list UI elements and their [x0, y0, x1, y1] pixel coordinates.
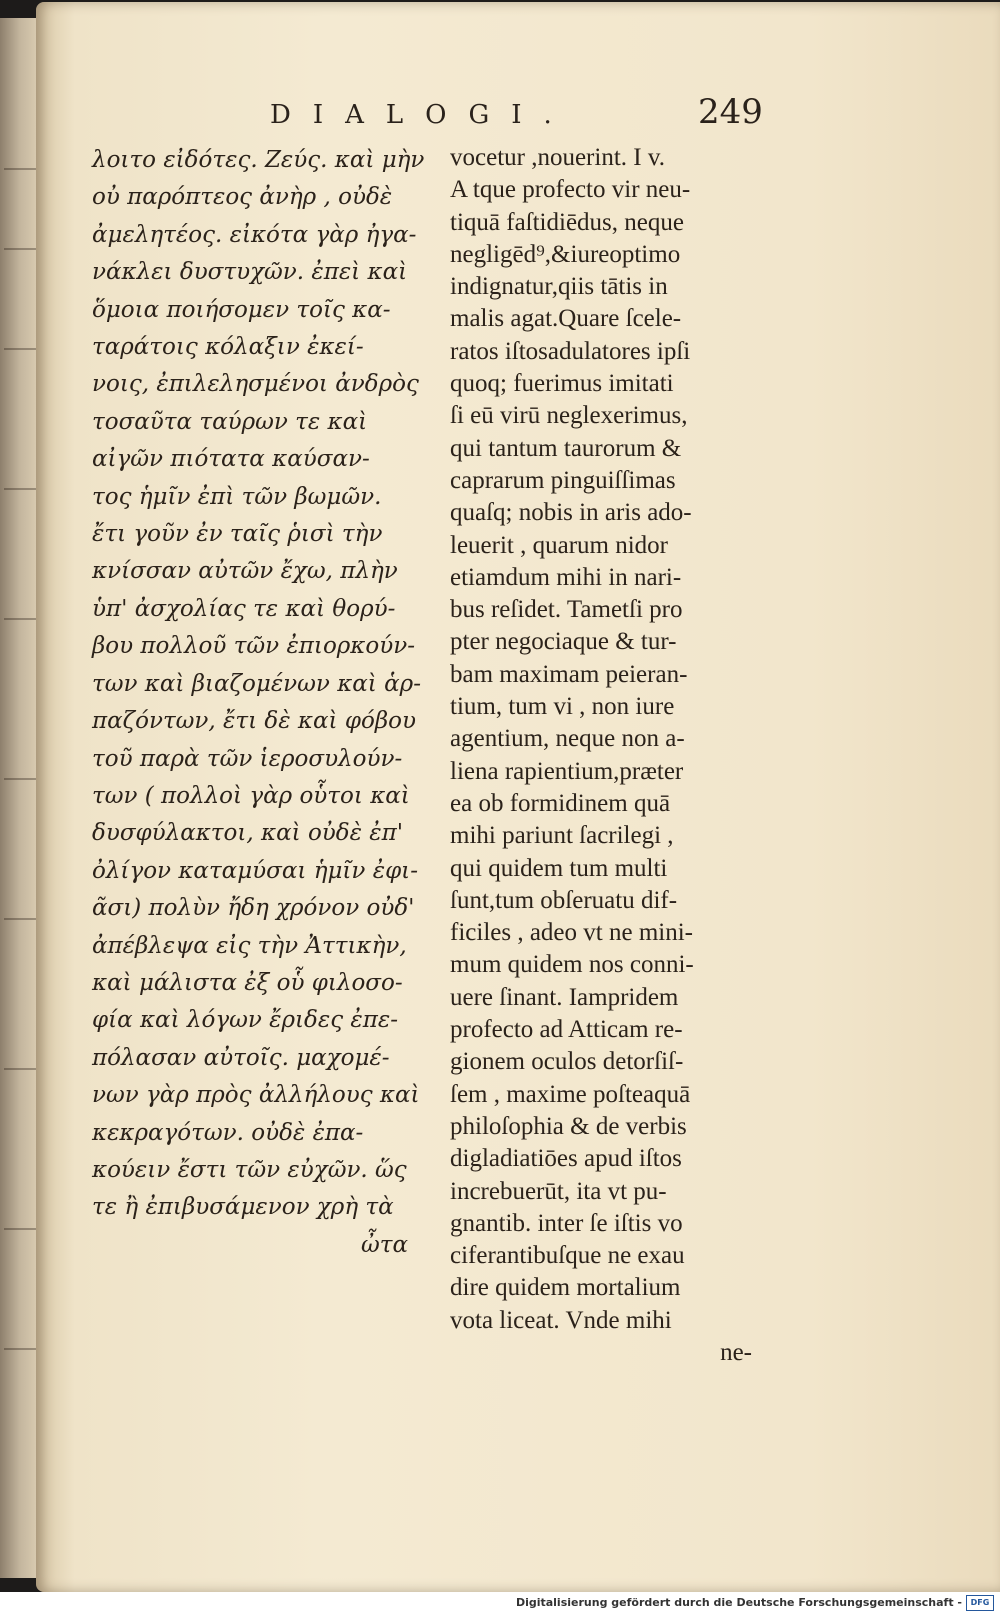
latin-text-line: liena rapientium,præter — [450, 757, 684, 785]
greek-catchword: ὦτα — [360, 1231, 408, 1258]
latin-text-line: pter negociaque & tur- — [450, 628, 677, 656]
latin-text-line: quoq; fuerimus imitati — [450, 370, 674, 398]
greek-text-line: ἔτι γοῦν ἐν ταῖς ῥισὶ τὴν — [92, 521, 383, 548]
latin-text-line: ſem , maxime poſteaquā — [450, 1080, 691, 1108]
latin-text-line: leuerit , quarum nidor — [450, 531, 668, 559]
greek-text-line: τοσαῦτα ταύρων τε καὶ — [92, 408, 368, 435]
greek-text-line: καὶ μάλιστα ἐξ οὗ φιλοσο- — [92, 969, 403, 996]
greek-text-line: κνίσσαν αὐτῶν ἔχω, πλὴν — [92, 558, 398, 585]
greek-text-line: των καὶ βιαζομένων καὶ ἁρ- — [92, 670, 421, 697]
greek-text-line: ἀπέβλεψα εἰς τὴν Ἀττικὴν, — [92, 932, 407, 959]
latin-text-line: profecto ad Atticam re- — [450, 1016, 683, 1044]
greek-text-line: παζόντων, ἔτι δὲ καὶ φόβου — [92, 708, 416, 735]
latin-text-line: uere ſinant. Iampridem — [450, 983, 679, 1011]
greek-text-line: βου πολλοῦ τῶν ἐπιορκούν- — [92, 633, 415, 660]
latin-text-line: bam maximam peieran- — [450, 660, 688, 688]
dfg-logo: DFG — [966, 1595, 994, 1611]
latin-text-line: tium, tum vi , non iure — [450, 693, 675, 721]
latin-text-line: agentium, neque non a- — [450, 725, 685, 753]
greek-text-line: κούειν ἔστι τῶν εὐχῶν. ὥς — [92, 1156, 407, 1183]
greek-text-line: ὅμοια ποιήσομεν τοῖς κα- — [92, 296, 391, 323]
greek-text-line: ὀλίγον καταμύσαι ἡμῖν ἐφι- — [92, 857, 418, 884]
latin-text-line: vota liceat. Vnde mihi — [450, 1306, 672, 1334]
latin-text-line: A tque profecto vir neu- — [450, 176, 691, 204]
greek-text-line: αἰγῶν πιότατα καύσαν- — [92, 446, 370, 473]
latin-text-line: gionem oculos detorſiſ- — [450, 1048, 684, 1076]
latin-text-line: caprarum pinguiſſimas — [450, 466, 676, 494]
greek-text-line: δυσφύλακτοι, καὶ οὐδὲ ἐπ' — [92, 820, 404, 847]
greek-text-line: νάκλει δυστυχῶν. ἐπεὶ καὶ — [92, 259, 408, 286]
latin-text-column — [450, 142, 760, 1369]
latin-text-line: negligēd⁹,&iureoptimo — [450, 240, 681, 268]
greek-text-line: ταράτοις κόλαξιν ἐκεί- — [92, 334, 364, 361]
latin-text-line: tiquā faſtidiēdus, neque — [450, 208, 684, 236]
running-title: DIALOGI. — [270, 100, 574, 130]
greek-text-line: φία καὶ λόγων ἔριδες ἐπε- — [92, 1007, 398, 1034]
greek-text-line: νων γὰρ πρὸς ἀλλήλους καὶ — [92, 1082, 420, 1109]
latin-text-line: indignatur,qiis tātis in — [450, 273, 668, 301]
greek-text-column — [92, 142, 432, 1264]
greek-text-line: των ( πολλοὶ γὰρ οὗτοι καὶ — [92, 782, 410, 809]
greek-text-line: ὑπ' ἀσχολίας τε καὶ θορύ- — [92, 595, 396, 622]
latin-text-line: mihi pariunt ſacrilegi , — [450, 822, 674, 850]
latin-text-line: digladiatiōes apud iſtos — [450, 1145, 682, 1173]
latin-text-line: philoſophia & de verbis — [450, 1112, 687, 1140]
page-number: 249 — [698, 92, 763, 132]
latin-text-line: mum quidem nos conni- — [450, 951, 694, 979]
greek-text-line: λοιτο εἰδότες. Ζεύς. καὶ μὴν — [92, 147, 425, 173]
latin-text-line: etiamdum mihi in nari- — [450, 563, 682, 591]
greek-text-line: τε ἢ ἐπιβυσάμενον χρὴ τὰ — [92, 1194, 394, 1221]
digitization-footer — [0, 1592, 1000, 1617]
greek-text-line: τοῦ παρὰ τῶν ἱεροσυλούν- — [92, 745, 403, 772]
latin-catchword: ne- — [720, 1338, 752, 1366]
greek-text-line: ἀμελητέος. εἰκότα γὰρ ἠγα- — [92, 221, 417, 248]
latin-text-line: ſunt,tum obſeruatu dif- — [450, 886, 678, 914]
latin-text-line: vocetur ,nouerint. I v. — [450, 144, 665, 171]
greek-text-line: ᾶσι) πολὺν ἤδη χρόνον οὐδ' — [92, 895, 415, 922]
latin-text-line: qui quidem tum multi — [450, 854, 668, 882]
latin-text-line: increbuerūt, ita vt pu- — [450, 1177, 667, 1205]
latin-text-line: dire quidem mortalium — [450, 1274, 681, 1302]
greek-text-line: οὐ παρόπτεος ἀνὴρ , οὐδὲ — [92, 184, 393, 211]
footer-credit: Digitalisierung gefördert durch die Deutsche Forschungsgemeinschaft - — [515, 1596, 962, 1609]
greek-text-line: πόλασαν αὐτοῖς. μαχομέ- — [92, 1044, 390, 1071]
latin-text-line: ſi eū virū neglexerimus, — [450, 402, 688, 430]
latin-text-line: ratos iſtosadulatores ipſi — [450, 337, 691, 365]
latin-text-line: quaſq; nobis in aris ado- — [450, 499, 692, 527]
latin-text-line: gnantib. inter ſe iſtis vo — [450, 1209, 683, 1237]
latin-text-line: qui tantum taurorum & — [450, 434, 682, 462]
greek-text-line: κεκραγότων. οὐδὲ ἐπα- — [92, 1119, 364, 1146]
latin-text-line: malis agat.Quare ſcele- — [450, 305, 682, 333]
greek-text-line: νοις, ἐπιλελησμένοι ἀνδρὸς — [92, 371, 419, 398]
latin-text-line: ficiles , adeo vt ne mini- — [450, 919, 693, 947]
latin-text-line: ciferantibuſque ne exau — [450, 1242, 685, 1270]
latin-text-line: ea ob formidinem quā — [450, 789, 671, 817]
latin-text-line: bus reſidet. Tametſi pro — [450, 596, 683, 624]
greek-text-line: τος ἡμῖν ἐπὶ τῶν βωμῶν. — [92, 483, 382, 510]
